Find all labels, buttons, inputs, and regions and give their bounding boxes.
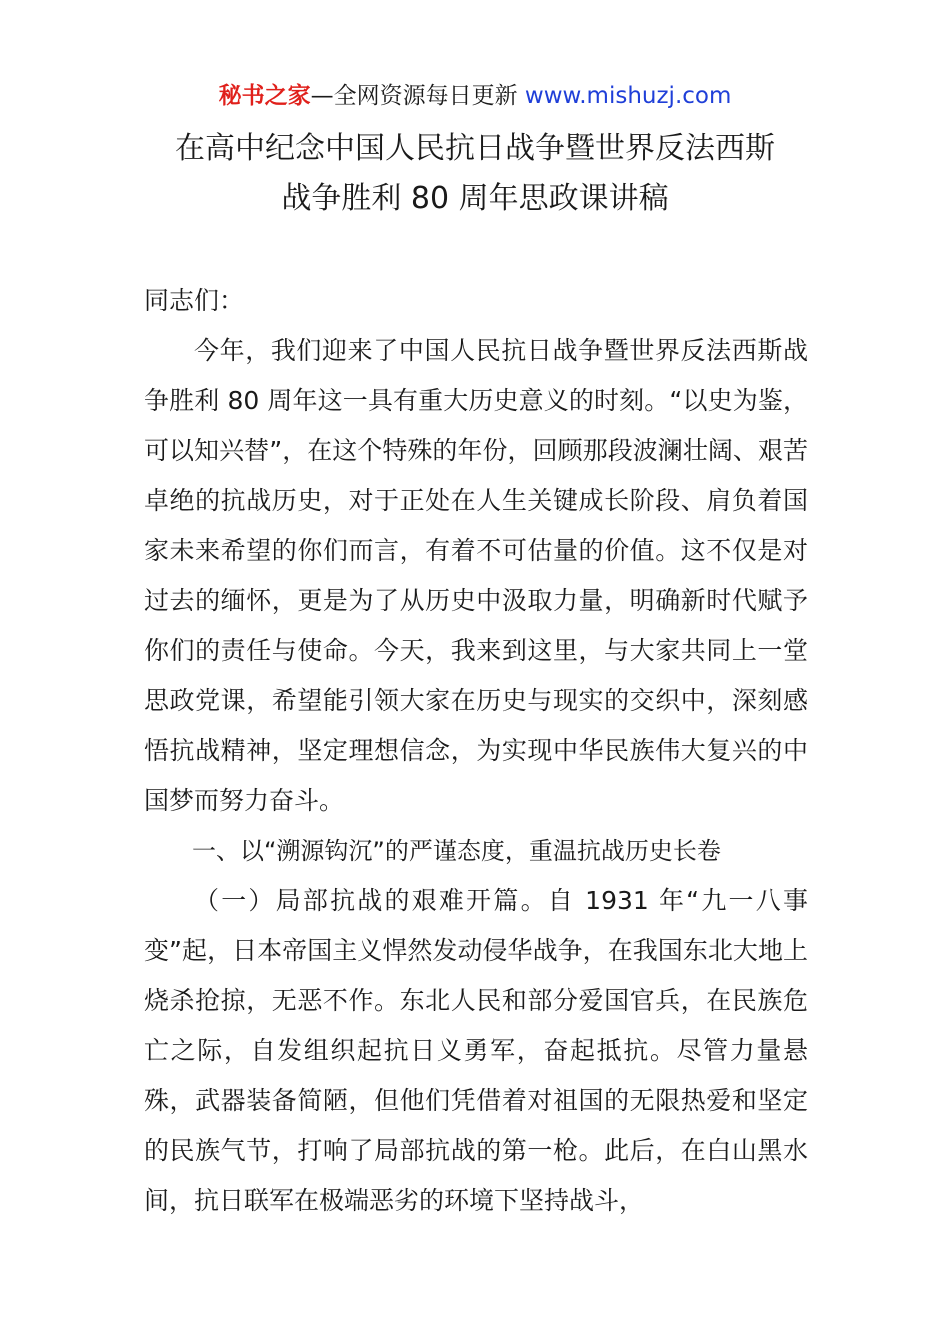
salutation: 同志们： (144, 286, 245, 315)
site-url-link[interactable]: www.mishuzj.com (524, 83, 732, 109)
section-heading-1: 一、以“溯源钩沉”的严谨态度，重温抗战历史长卷 (192, 837, 721, 865)
header-tagline: —全网资源每日更新 (310, 83, 525, 109)
title-line-1: 在高中纪念中国人民抗日战争暨世界反法西斯 (175, 131, 775, 166)
paragraph-section-1-1: （一）局部抗战的艰难开篇。自 1931 年“九一八事变”起，日本帝国主义悍然发动侵华战争，在我国东北大地上烧杀抢掠，无恶不作。东北人民和部分爱国官兵，在民族危亡之际，自发组织起抗日义勇军，奋起抵抗。尽管力量悬殊，武器装备简陋，但他们凭借着对祖国的无限热爱和坚定的民族气节，打响了局部抗战的第一枪。此后，在白山黑水间，抗日联军在极端恶劣的环境下坚持战斗， (144, 886, 808, 1215)
document-body (144, 276, 808, 1226)
title-line-2: 战争胜利 80 周年思政课讲稿 (281, 181, 669, 216)
paragraph-intro: 今年，我们迎来了中国人民抗日战争暨世界反法西斯战争胜利 80 周年这一具有重大历史意义的时刻。“以史为鉴，可以知兴替”，在这个特殊的年份，回顾那段波澜壮阔、艰苦卓绝的抗战历史，对于正处在人生关键成长阶段、肩负着国家未来希望的你们而言，有着不可估量的价值。这不仅是对过去的缅怀，更是为了从历史中汲取力量，明确新时代赋予你们的责任与使命。今天，我来到这里，与大家共同上一堂思政党课，希望能引领大家在历史与现实的交织中，深刻感悟抗战精神，坚定理想信念，为实现中华民族伟大复兴的中国梦而努力奋斗。 (144, 336, 808, 815)
site-header (0, 80, 950, 112)
document-title (60, 124, 890, 224)
brand-name: 秘书之家 (218, 83, 311, 109)
